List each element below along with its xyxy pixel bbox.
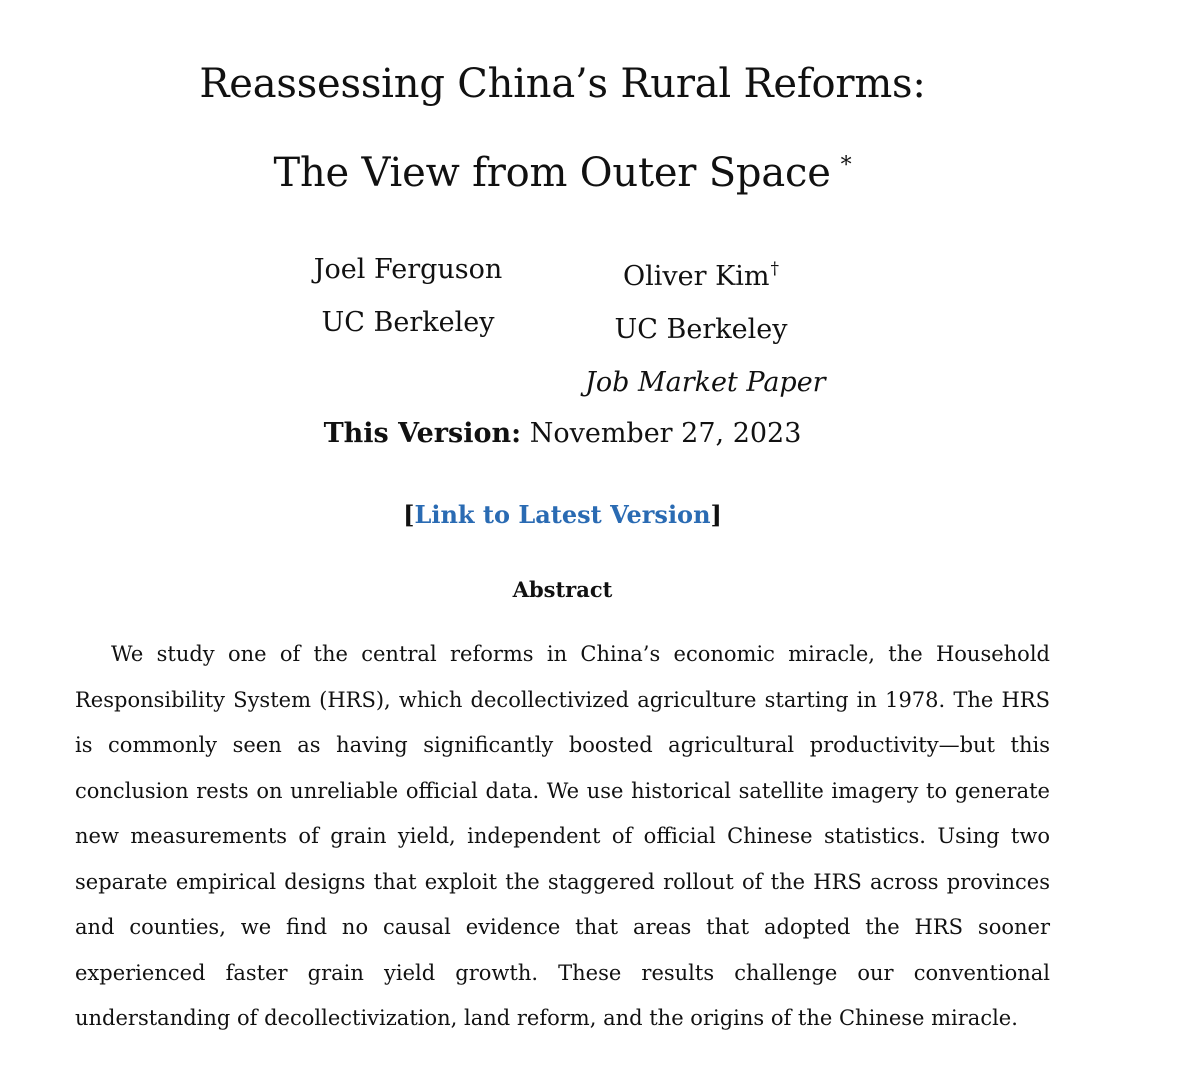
author-affiliation-ferguson: UC Berkeley (321, 307, 495, 338)
author-name-kim-text: Oliver Kim (622, 261, 770, 292)
latest-version-link-line (0, 499, 1125, 531)
author-footnote-mark[interactable]: † (770, 259, 780, 279)
paper-title-text-1: Reassessing China’s Rural Reforms: (199, 61, 926, 107)
latest-version-link[interactable]: Link to Latest Version (414, 500, 711, 529)
author-name-ferguson-text: Joel Ferguson (313, 254, 503, 285)
paper-title-line-2 (0, 142, 1125, 197)
author-name-kim (585, 243, 817, 303)
abstract-body: We study one of the central reforms in China’s economic miracle, the Household Responsibility System (HRS), which decollectivized agriculture starting in 1978. The HRS is commonly seen as having significantly boosted agricultural productivity—but this conclusion rests on unreliable official data. We use historical satellite imagery to generate new measurements of grain yield, independent of official Chinese statistics. Using two separate empirical designs that exploit the staggered rollout of the HRS across provinces and counties, we find no causal evidence that areas that adopted the HRS sooner experienced faster grain yield growth. These results challenge our conventional understanding of decollectivization, land reform, and the origins of the Chinese miracle. (75, 642, 1050, 1030)
link-open-bracket: [ (403, 500, 415, 529)
job-market-paper-note: Job Market Paper (585, 367, 826, 398)
author-affiliation-kim: UC Berkeley (614, 314, 788, 345)
author-block-ferguson (308, 243, 508, 349)
version-label: This Version: (323, 418, 522, 449)
version-date: November 27, 2023 (529, 418, 802, 449)
title-footnote-mark[interactable]: * (840, 153, 852, 178)
abstract-heading: Abstract (512, 577, 613, 602)
paper-title-text-2: The View from Outer Space (273, 150, 831, 196)
link-close-bracket: ] (710, 500, 722, 529)
paper-title-line-1 (0, 60, 1125, 108)
version-line (0, 416, 1125, 452)
author-block-kim (585, 243, 826, 409)
author-name-ferguson (308, 243, 508, 296)
